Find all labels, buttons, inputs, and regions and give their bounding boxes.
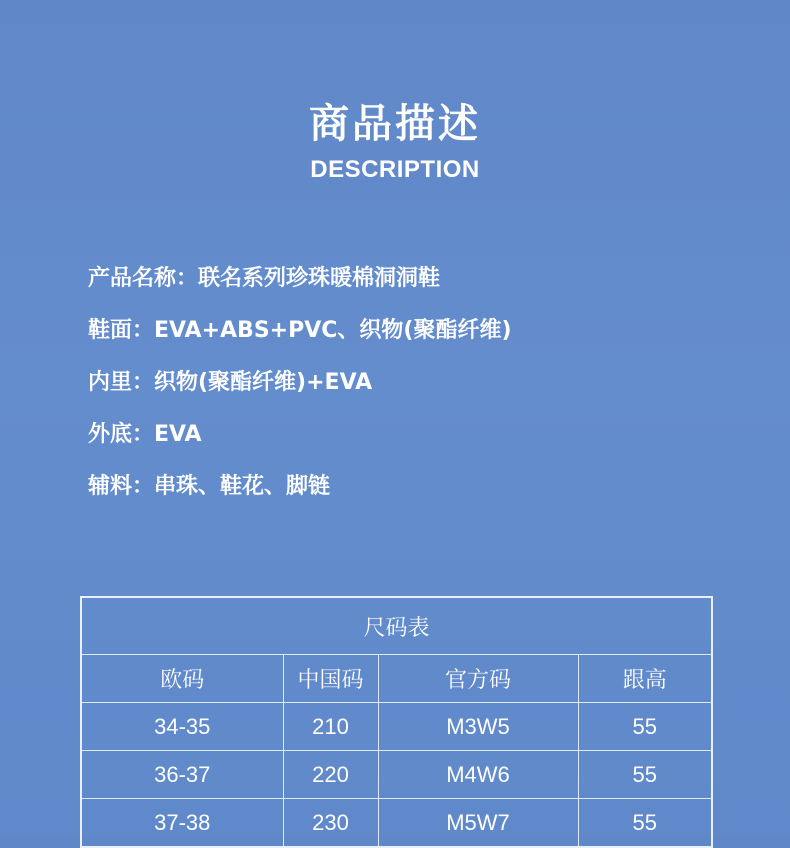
size-table-header-row <box>81 655 712 703</box>
column-header-cn-size: 中国码 <box>283 655 378 703</box>
table-cell-cn-size: 220 <box>283 751 378 799</box>
size-table <box>80 596 713 848</box>
size-table-title-row <box>81 597 712 655</box>
table-cell-cn-size: 230 <box>283 799 378 848</box>
table-cell-cn-size: 210 <box>283 703 378 751</box>
table-row <box>81 703 712 751</box>
size-table-title: 尺码表 <box>81 597 712 655</box>
page-subtitle: DESCRIPTION <box>310 156 480 183</box>
column-header-heel-height: 跟高 <box>578 655 712 703</box>
spec-outsole: 外底：EVA <box>88 422 202 447</box>
table-cell-heel-height: 55 <box>578 799 712 848</box>
table-cell-eu-size: 34-35 <box>81 703 283 751</box>
table-row <box>81 799 712 848</box>
table-cell-heel-height: 55 <box>578 751 712 799</box>
table-cell-eu-size: 36-37 <box>81 751 283 799</box>
column-header-official-size: 官方码 <box>378 655 578 703</box>
table-cell-eu-size: 37-38 <box>81 799 283 848</box>
column-header-eu-size: 欧码 <box>81 655 283 703</box>
spec-product-name: 产品名称：联名系列珍珠暖棉洞洞鞋 <box>88 266 441 291</box>
spec-accessories: 辅料：串珠、鞋花、脚链 <box>88 474 331 499</box>
spec-list <box>88 262 728 522</box>
table-cell-heel-height: 55 <box>578 703 712 751</box>
table-row <box>81 751 712 799</box>
spec-lining: 内里：织物(聚酯纤维)+EVA <box>88 370 373 395</box>
page-title: 商品描述 <box>309 101 481 147</box>
spec-upper: 鞋面：EVA+ABS+PVC、织物(聚酯纤维) <box>88 318 512 343</box>
table-cell-official-size: M4W6 <box>378 751 578 799</box>
table-cell-official-size: M5W7 <box>378 799 578 848</box>
table-cell-official-size: M3W5 <box>378 703 578 751</box>
